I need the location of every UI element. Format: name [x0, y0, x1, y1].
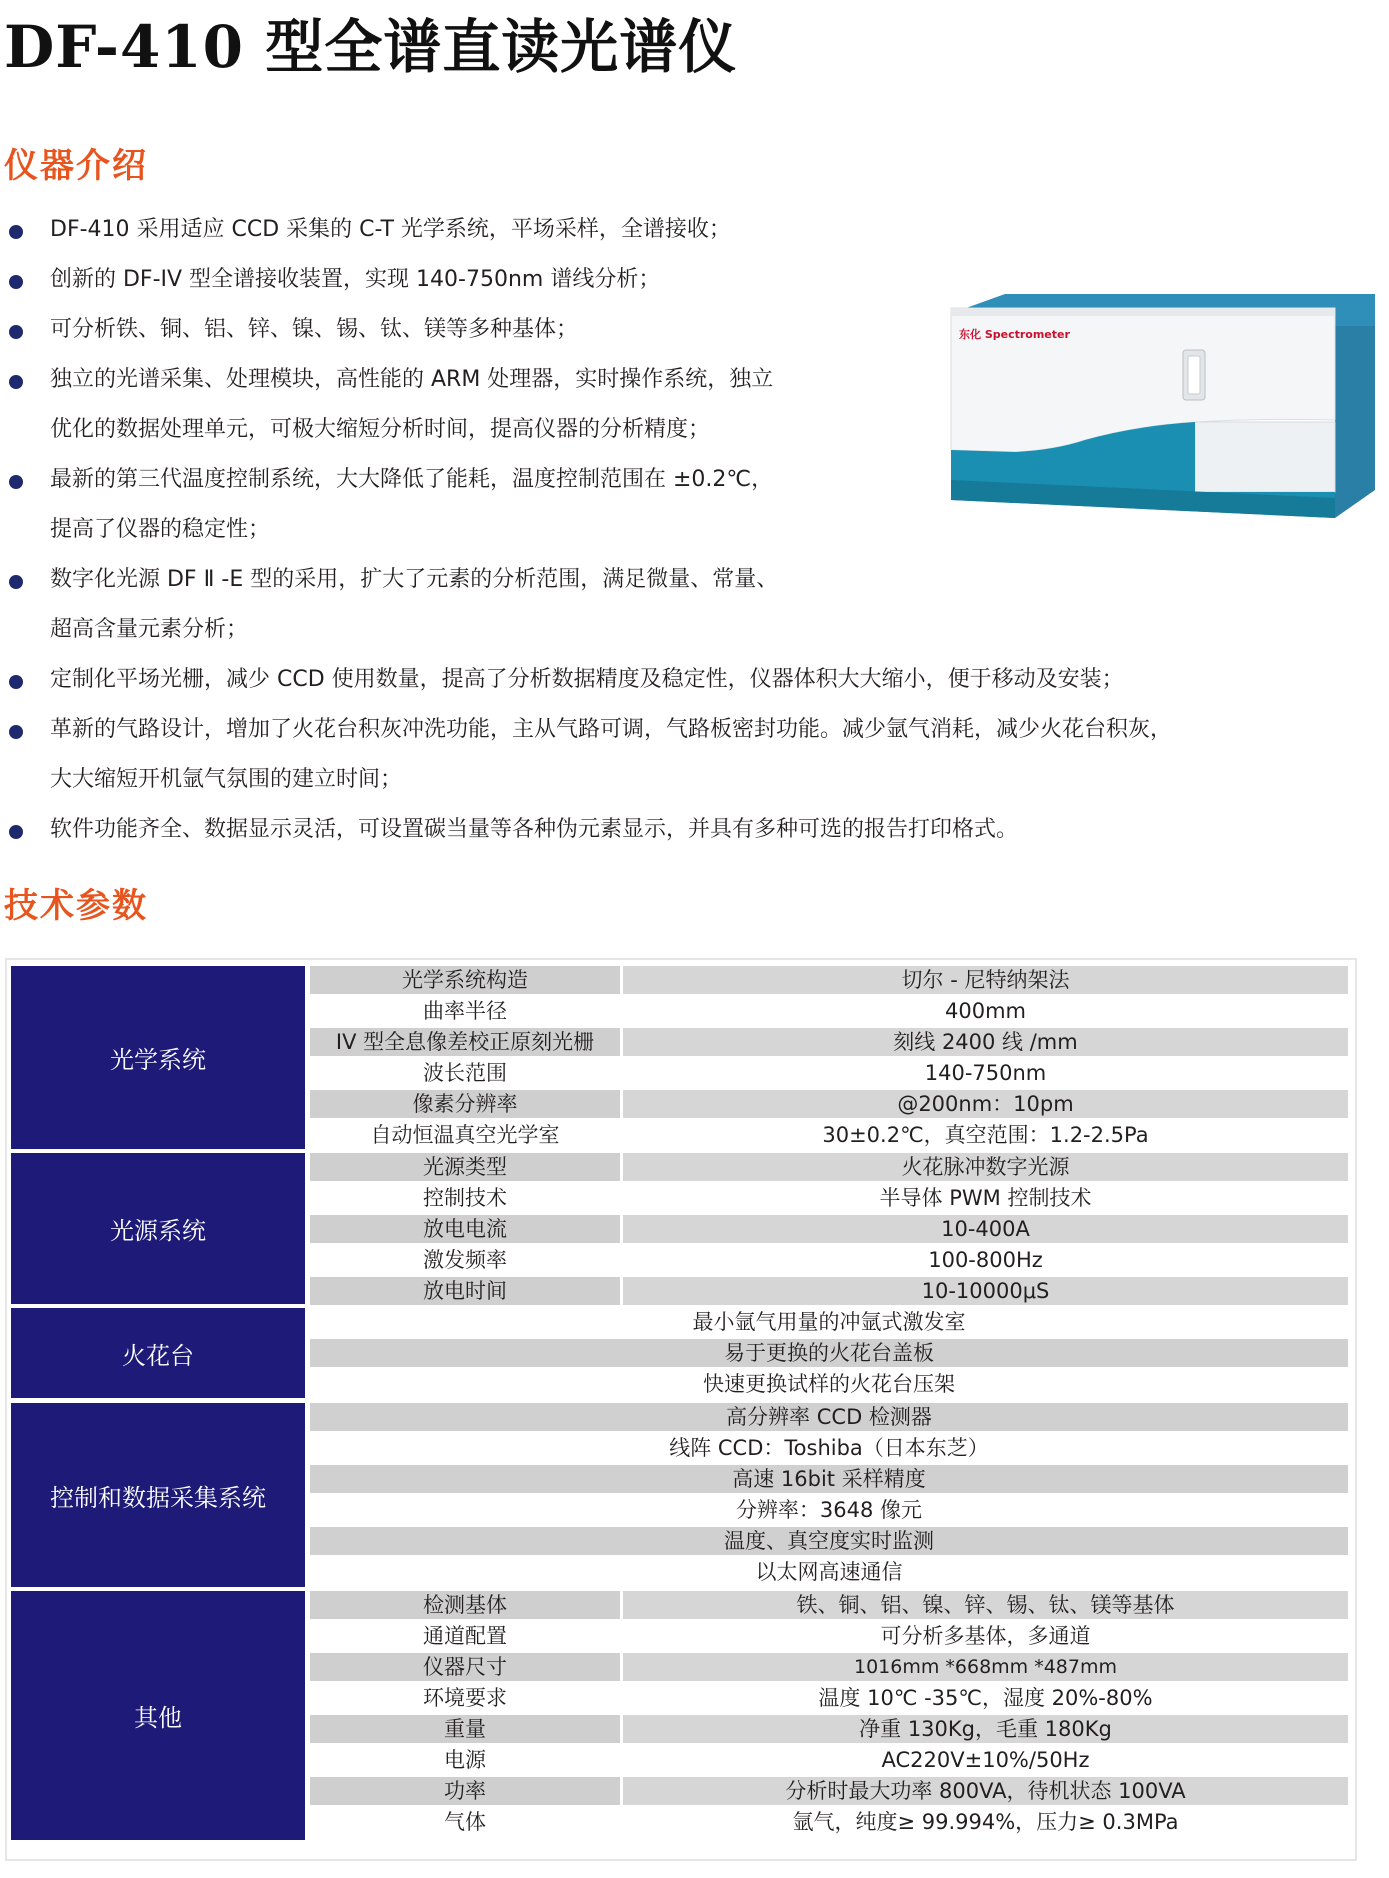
intro-line: 定制化平场光栅，减少 CCD 使用数量，提高了分析数据精度及稳定性，仪器体积大大缩小，便于移动及安装； — [50, 667, 1124, 692]
param-value: AC220V±10%/50Hz — [881, 1748, 1090, 1772]
table-row — [310, 1277, 1348, 1305]
param-value: 10-400A — [623, 1215, 1348, 1243]
table-row — [310, 1090, 1348, 1118]
category-source: 光源系统 — [11, 1153, 305, 1304]
param-value: 火花脉冲数字光源 — [623, 1153, 1348, 1181]
param-name: IV 型全息像差校正原刻光栅 — [310, 1028, 620, 1056]
param-value: 温度 10℃ -35℃，湿度 20%-80% — [818, 1686, 1153, 1710]
table-row — [310, 1434, 1348, 1462]
intro-line: 可分析铁、铜、铝、锌、镍、锡、钛、镁等多种基体； — [50, 317, 579, 342]
table-row — [310, 966, 1348, 994]
table-row — [310, 1622, 1348, 1650]
intro-line: DF-410 采用适应 CCD 采集的 C-T 光学系统，平场采样，全谱接收； — [50, 217, 731, 242]
table-row — [310, 1339, 1348, 1367]
category-optical: 光学系统 — [11, 966, 305, 1149]
table-row — [310, 997, 1348, 1025]
category-control: 控制和数据采集系统 — [11, 1403, 305, 1587]
param-value: 1016mm *668mm *487mm — [623, 1653, 1348, 1681]
category-spark-stand: 火花台 — [11, 1308, 305, 1398]
bullet-dot — [9, 275, 23, 289]
bullet-dot — [9, 325, 23, 339]
param-name: 控制技术 — [423, 1186, 507, 1210]
param-name: 放电时间 — [310, 1277, 620, 1305]
param-name: 放电电流 — [310, 1215, 620, 1243]
param-name: 电源 — [444, 1748, 486, 1772]
param-value: 30±0.2℃，真空范围：1.2-2.5Pa — [822, 1123, 1149, 1147]
intro-line: 大大缩短开机氩气氛围的建立时间； — [50, 767, 403, 792]
table-row — [310, 1403, 1348, 1431]
bullet-dot — [9, 825, 23, 839]
param-value: 易于更换的火花台盖板 — [724, 1341, 934, 1365]
param-name: 功率 — [310, 1777, 620, 1805]
param-name: 激发频率 — [423, 1248, 507, 1272]
bullet-dot — [9, 375, 23, 389]
param-value: 以太网高速通信 — [755, 1560, 903, 1584]
spectrometer-image — [935, 290, 1385, 538]
param-value: 100-800Hz — [928, 1248, 1043, 1272]
param-value: 140-750nm — [924, 1061, 1047, 1085]
table-row — [310, 1746, 1348, 1774]
param-value: 温度、真空度实时监测 — [724, 1529, 934, 1553]
specs-heading: 技术参数 — [4, 886, 148, 926]
param-value: 可分析多基体，多通道 — [880, 1624, 1091, 1648]
table-row — [310, 1653, 1348, 1681]
param-value: 400mm — [945, 999, 1026, 1023]
param-name: 通道配置 — [423, 1624, 507, 1648]
category-other: 其他 — [11, 1591, 305, 1840]
param-value: 切尔 - 尼特纳架法 — [623, 966, 1348, 994]
param-name: 气体 — [444, 1810, 486, 1834]
param-value: @200nm：10pm — [623, 1090, 1348, 1118]
bullet-dot — [9, 475, 23, 489]
param-name: 像素分辨率 — [310, 1090, 620, 1118]
table-row — [310, 1715, 1348, 1743]
param-value: 快速更换试样的火花台压架 — [703, 1372, 955, 1396]
param-name: 重量 — [310, 1715, 620, 1743]
table-row — [310, 1777, 1348, 1805]
table-row — [310, 1808, 1348, 1836]
param-name: 波长范围 — [423, 1061, 507, 1085]
table-row — [310, 1153, 1348, 1181]
bullet-dot — [9, 225, 23, 239]
table-row — [310, 1684, 1348, 1712]
param-name: 仪器尺寸 — [310, 1653, 620, 1681]
param-value: 刻线 2400 线 /mm — [623, 1028, 1348, 1056]
table-row — [310, 1028, 1348, 1056]
param-value: 最小氩气用量的冲氩式激发室 — [692, 1310, 966, 1334]
intro-line: 独立的光谱采集、处理模块，高性能的 ARM 处理器，实时操作系统，独立 — [50, 367, 774, 392]
intro-line: 超高含量元素分析； — [50, 617, 249, 642]
param-value: 高分辨率 CCD 检测器 — [726, 1405, 932, 1429]
param-name: 光学系统构造 — [310, 966, 620, 994]
param-name: 环境要求 — [423, 1686, 507, 1710]
page-title: DF-410 型全谱直读光谱仪 — [4, 13, 738, 81]
intro-line: 创新的 DF-IV 型全谱接收装置，实现 140-750nm 谱线分析； — [50, 267, 661, 292]
intro-line: 最新的第三代温度控制系统，大大降低了能耗，温度控制范围在 ±0.2℃， — [50, 467, 774, 492]
intro-line: 数字化光源 DF Ⅱ -E 型的采用，扩大了元素的分析范围，满足微量、常量、 — [50, 567, 779, 592]
table-row — [310, 1527, 1348, 1555]
param-value: 氩气，纯度≥ 99.994%，压力≥ 0.3MPa — [792, 1810, 1179, 1834]
intro-heading: 仪器介绍 — [4, 146, 148, 186]
param-value: 高速 16bit 采样精度 — [732, 1467, 926, 1491]
instrument-logo: 东化 Spectrometer — [959, 328, 1070, 341]
intro-line: 优化的数据处理单元，可极大缩短分析时间，提高仪器的分析精度； — [50, 417, 711, 442]
table-row — [310, 1308, 1348, 1336]
bullet-dot — [9, 675, 23, 689]
param-value: 净重 130Kg，毛重 180Kg — [623, 1715, 1348, 1743]
param-value: 铁、铜、铝、镍、锌、锡、钛、镁等基体 — [623, 1591, 1348, 1619]
table-row — [310, 1246, 1348, 1274]
param-value: 半导体 PWM 控制技术 — [879, 1186, 1092, 1210]
param-value: 10-10000μS — [623, 1277, 1348, 1305]
param-name: 光源类型 — [310, 1153, 620, 1181]
bullet-dot — [9, 725, 23, 739]
intro-line: 提高了仪器的稳定性； — [50, 517, 271, 542]
table-row — [310, 1558, 1348, 1586]
param-name: 检测基体 — [310, 1591, 620, 1619]
param-name: 自动恒温真空光学室 — [370, 1123, 560, 1147]
param-name: 曲率半径 — [423, 999, 507, 1023]
param-value: 分析时最大功率 800VA，待机状态 100VA — [623, 1777, 1348, 1805]
param-value: 线阵 CCD：Toshiba（日本东芝） — [669, 1436, 989, 1460]
bullet-dot — [9, 575, 23, 589]
param-value: 分辨率：3648 像元 — [735, 1498, 923, 1522]
table-row — [310, 1496, 1348, 1524]
intro-line: 软件功能齐全、数据显示灵活，可设置碳当量等各种伪元素显示，并具有多种可选的报告打印格式。 — [50, 817, 1019, 842]
table-row — [310, 1184, 1348, 1212]
table-row — [310, 1059, 1348, 1087]
table-row — [310, 1121, 1348, 1149]
table-row — [310, 1465, 1348, 1493]
table-row — [310, 1215, 1348, 1243]
table-row — [310, 1591, 1348, 1619]
table-row — [310, 1370, 1348, 1398]
intro-line: 革新的气路设计，增加了火花台积灰冲洗功能，主从气路可调，气路板密封功能。减少氩气消耗，减少火花台积灰， — [50, 717, 1173, 742]
